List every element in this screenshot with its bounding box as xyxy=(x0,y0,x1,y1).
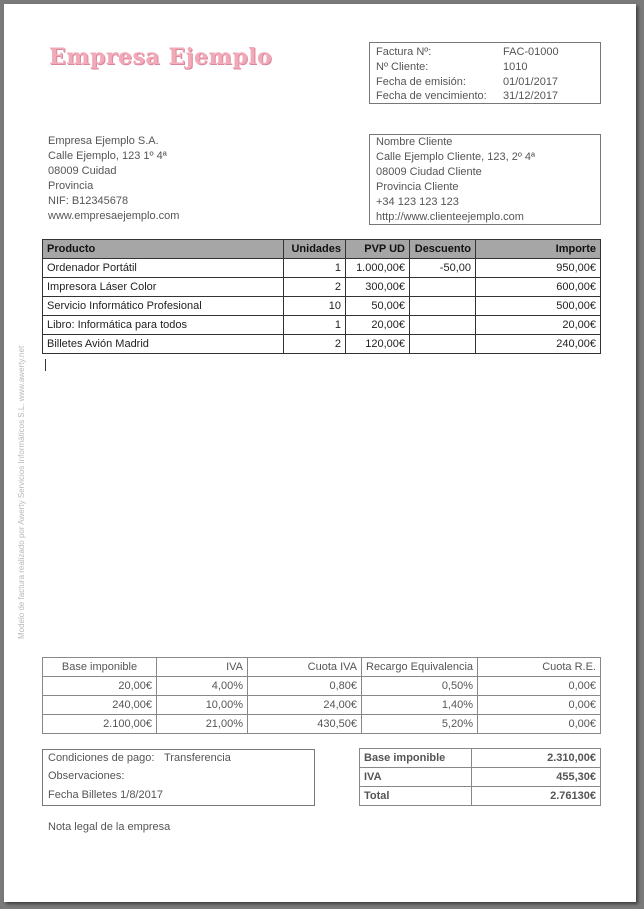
meta-label-issue-date: Fecha de emisión: xyxy=(376,76,466,88)
header-surcharge-amount: Cuota R.E. xyxy=(478,658,601,677)
item-amount: 600,00€ xyxy=(476,278,601,297)
tax-surcharge-amount: 0,00€ xyxy=(478,696,601,715)
meta-label-client-number: Nº Cliente: xyxy=(376,61,429,73)
meta-label-invoice-number: Factura Nº: xyxy=(376,46,432,58)
totals-table xyxy=(359,748,601,806)
client-box xyxy=(369,134,601,225)
conditions-box xyxy=(42,749,315,806)
client-web: http://www.clienteejemplo.com xyxy=(376,211,524,223)
header-amount: Importe xyxy=(476,240,601,259)
table-row xyxy=(43,316,601,335)
meta-value-issue-date: 01/01/2017 xyxy=(503,76,559,88)
total-vat-value: 455,30€ xyxy=(472,768,601,787)
text-cursor xyxy=(45,359,46,371)
items-table xyxy=(42,239,601,354)
table-row xyxy=(360,768,601,787)
header-vat: IVA xyxy=(157,658,248,677)
item-units: 1 xyxy=(284,259,346,278)
item-units: 2 xyxy=(284,278,346,297)
item-discount xyxy=(410,316,476,335)
item-units: 2 xyxy=(284,335,346,354)
invoice-meta-box xyxy=(369,42,601,104)
meta-label-due-date: Fecha de vencimiento: xyxy=(376,90,487,102)
item-product: Impresora Láser Color xyxy=(43,278,284,297)
item-unit-price: 50,00€ xyxy=(346,297,410,316)
payment-conditions-label: Condiciones de pago: xyxy=(48,752,155,764)
tax-vat-amount: 430,50€ xyxy=(248,715,362,734)
header-tax-base: Base imponible xyxy=(43,658,157,677)
item-product: Libro: Informática para todos xyxy=(43,316,284,335)
side-credit-text: Modelo de factura realizado por Awerty Servicios Informáticos S.L. www.awerty.net xyxy=(17,345,26,639)
tax-base: 20,00€ xyxy=(43,677,157,696)
item-discount xyxy=(410,278,476,297)
item-amount: 240,00€ xyxy=(476,335,601,354)
item-discount xyxy=(410,297,476,316)
client-phone: +34 123 123 123 xyxy=(376,196,459,208)
tax-surcharge-rate: 5,20% xyxy=(362,715,478,734)
item-unit-price: 20,00€ xyxy=(346,316,410,335)
tax-vat-amount: 24,00€ xyxy=(248,696,362,715)
table-row xyxy=(360,749,601,768)
company-web: www.empresaejemplo.com xyxy=(48,210,180,222)
client-city: 08009 Ciudad Cliente xyxy=(376,166,482,178)
company-province: Provincia xyxy=(48,180,94,192)
invoice-page xyxy=(4,4,636,902)
header-surcharge: Recargo Equivalencia xyxy=(362,658,478,677)
item-discount: -50,00 xyxy=(410,259,476,278)
legal-note: Nota legal de la empresa xyxy=(48,821,171,833)
item-units: 10 xyxy=(284,297,346,316)
item-unit-price: 300,00€ xyxy=(346,278,410,297)
tax-surcharge-amount: 0,00€ xyxy=(478,715,601,734)
company-logo: Empresa Ejemplo xyxy=(49,44,273,70)
table-row xyxy=(360,787,601,806)
company-address: Calle Ejemplo, 123 1º 4ª xyxy=(48,150,167,162)
tax-table xyxy=(42,657,601,734)
grand-total-value: 2.76130€ xyxy=(472,787,601,806)
tax-base: 2.100,00€ xyxy=(43,715,157,734)
item-amount: 20,00€ xyxy=(476,316,601,335)
observations-value: Fecha Billetes 1/8/2017 xyxy=(48,789,163,801)
meta-value-due-date: 31/12/2017 xyxy=(503,90,559,102)
tax-surcharge-rate: 1,40% xyxy=(362,696,478,715)
total-base-value: 2.310,00€ xyxy=(472,749,601,768)
header-product: Producto xyxy=(43,240,284,259)
table-row xyxy=(43,297,601,316)
tax-vat-rate: 4,00% xyxy=(157,677,248,696)
item-amount: 950,00€ xyxy=(476,259,601,278)
grand-total-label: Total xyxy=(360,787,472,806)
table-row xyxy=(43,259,601,278)
table-row xyxy=(43,677,601,696)
company-city: 08009 Cuidad xyxy=(48,165,117,177)
tax-vat-rate: 21,00% xyxy=(157,715,248,734)
header-unit-price: PVP UD xyxy=(346,240,410,259)
item-product: Servicio Informático Profesional xyxy=(43,297,284,316)
item-units: 1 xyxy=(284,316,346,335)
header-units: Unidades xyxy=(284,240,346,259)
table-row xyxy=(43,278,601,297)
client-name: Nombre Cliente xyxy=(376,136,453,148)
item-product: Billetes Avión Madrid xyxy=(43,335,284,354)
client-province: Provincia Cliente xyxy=(376,181,459,193)
item-unit-price: 120,00€ xyxy=(346,335,410,354)
payment-conditions-value: Transferencia xyxy=(164,752,231,764)
items-header-row xyxy=(43,240,601,259)
item-unit-price: 1.000,00€ xyxy=(346,259,410,278)
company-name: Empresa Ejemplo S.A. xyxy=(48,135,159,147)
table-row xyxy=(43,715,601,734)
tax-base: 240,00€ xyxy=(43,696,157,715)
company-nif: NIF: B12345678 xyxy=(48,195,129,207)
client-address: Calle Ejemplo Cliente, 123, 2º 4ª xyxy=(376,151,536,163)
tax-surcharge-amount: 0,00€ xyxy=(478,677,601,696)
total-base-label: Base imponible xyxy=(360,749,472,768)
header-discount: Descuento xyxy=(410,240,476,259)
tax-vat-rate: 10,00% xyxy=(157,696,248,715)
item-amount: 500,00€ xyxy=(476,297,601,316)
observations-label: Observaciones: xyxy=(48,770,125,782)
table-row xyxy=(43,335,601,354)
item-product: Ordenador Portátil xyxy=(43,259,284,278)
meta-value-invoice-number: FAC-01000 xyxy=(503,46,559,58)
header-vat-amount: Cuota IVA xyxy=(248,658,362,677)
tax-header-row xyxy=(43,658,601,677)
table-row xyxy=(43,696,601,715)
item-discount xyxy=(410,335,476,354)
tax-vat-amount: 0,80€ xyxy=(248,677,362,696)
tax-surcharge-rate: 0,50% xyxy=(362,677,478,696)
meta-value-client-number: 1010 xyxy=(503,61,528,73)
total-vat-label: IVA xyxy=(360,768,472,787)
